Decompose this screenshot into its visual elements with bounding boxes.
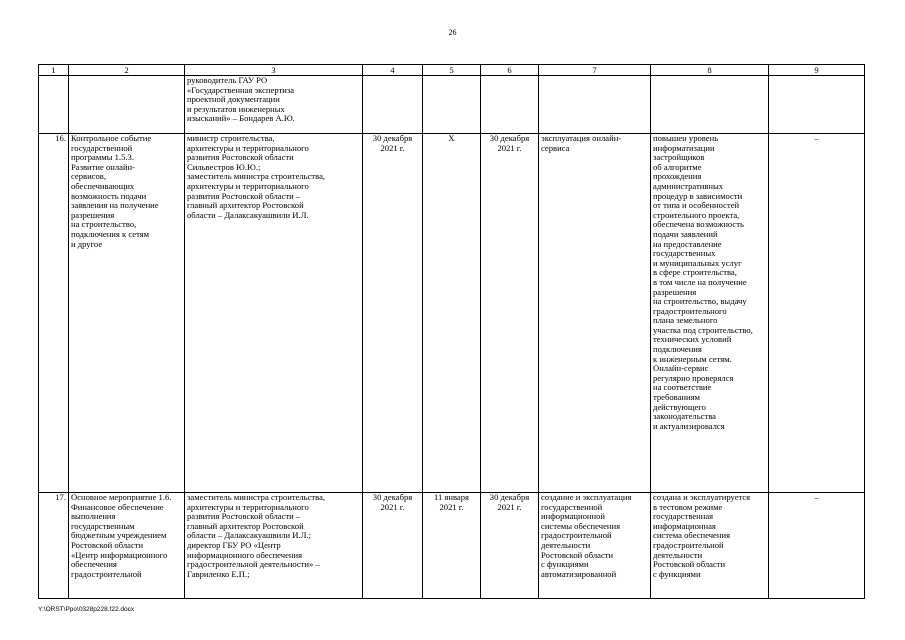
cell-end-date [481, 134, 539, 493]
cell-line: законодательства [653, 411, 716, 422]
cell-line: Основное мероприятие 1.6. [71, 492, 172, 502]
cell-line: эксплуатация онлайн- [541, 133, 622, 143]
cell-line: 30 декабря [372, 133, 413, 143]
cell-line: Сильвестров Ю.Ю.; [187, 161, 261, 172]
cell-line: сервиса [541, 142, 570, 153]
cell-planned-result [539, 493, 651, 599]
cell-line: деятельности [653, 549, 703, 560]
cell-line: на строительство, [71, 219, 137, 230]
column-header: 4 [363, 65, 423, 76]
cell-start-date [423, 134, 481, 493]
cell-line: развития Ростовской области – [187, 190, 301, 201]
cell-responsible [185, 493, 363, 599]
cell-line: действующего [653, 401, 706, 412]
column-header: 1 [39, 65, 69, 76]
cell-line: программы 1.5.3. [71, 152, 134, 163]
cell-col5 [423, 76, 481, 134]
cell-col6 [481, 76, 539, 134]
cell-responsible [185, 134, 363, 493]
cell-end-date [481, 493, 539, 599]
cell-line: архитектуры и территориального [187, 501, 309, 512]
cell-line: и результатов инженерных [187, 103, 285, 114]
cell-actual-result [651, 493, 769, 599]
column-header: 5 [423, 65, 481, 76]
cell-line: директор ГБУ РО «Центр [187, 539, 281, 550]
table-row-continued [39, 76, 865, 134]
column-header: 8 [651, 65, 769, 76]
cell-line: в тестовом режиме [653, 501, 723, 512]
cell-line: Х [448, 133, 455, 143]
cell-line: Контрольное событие [71, 133, 152, 143]
cell-line: – [814, 492, 819, 502]
cell-line: развития Ростовской области [187, 152, 294, 163]
cell-line: области – Далаксакуашвили И.Л.; [187, 530, 311, 541]
file-path-footer: Y:\ORST\Ppo\0328p228.f22.docx [38, 606, 135, 613]
cell-line: области – Далаксакуашвили И.Л. [187, 209, 309, 220]
cell-col4 [363, 76, 423, 134]
cell-line: от типа и особенностей [653, 200, 740, 211]
cell-line: Гавриленко Е.П.; [187, 568, 250, 579]
cell-line: регулярно проверялся [653, 372, 734, 383]
cell-line: и другое [71, 238, 103, 249]
cell-line: Ростовской области [541, 549, 614, 560]
cell-plan-date [363, 493, 423, 599]
cell-line: с функциями [653, 568, 701, 579]
cell-line: министр строительства, [187, 133, 275, 143]
column-header: 2 [69, 65, 185, 76]
cell-line: информационная [653, 520, 716, 531]
cell-num: 16. [39, 134, 69, 493]
cell-line: государственным [71, 520, 135, 531]
column-header: 9 [769, 65, 865, 76]
cell-line: 2021 г. [380, 501, 405, 512]
cell-line: создание и эксплуатация [541, 492, 632, 502]
cell-line: разрешения [71, 209, 115, 220]
cell-plan-date [363, 134, 423, 493]
cell-actual-result [651, 134, 769, 493]
cell-col8 [651, 76, 769, 134]
cell-line: 11 января [434, 492, 469, 502]
cell-event [69, 134, 185, 493]
cell-line: деятельности [541, 539, 591, 550]
cell-line: градостроительной [541, 530, 612, 541]
cell-line: государственных [653, 248, 716, 259]
cell-line: градостроительной деятельности» – [187, 559, 320, 570]
cell-start-date [423, 493, 481, 599]
cell-line: проектной документации [187, 94, 280, 105]
column-header: 7 [539, 65, 651, 76]
column-header: 3 [185, 65, 363, 76]
cell-line: создана и эксплуатируется [653, 492, 751, 502]
cell-line: система обеспечения [653, 530, 731, 541]
cell-line: участка под строительство, [653, 324, 753, 335]
cell-line: обеспечена возможность [653, 219, 744, 230]
cell-line: заместитель министра строительства, [187, 171, 326, 182]
cell-col7 [539, 76, 651, 134]
cell-line: в том числе на получение [653, 276, 747, 287]
cell-num [39, 76, 69, 134]
cell-line: обеспечения [71, 559, 117, 570]
column-number-row [39, 65, 865, 76]
cell-line: Онлайн-сервис [653, 363, 709, 374]
cell-responsible [185, 76, 363, 134]
cell-line: подключения [653, 344, 702, 355]
cell-notes [769, 134, 865, 493]
report-table [38, 64, 865, 599]
cell-line: 30 декабря [489, 492, 530, 502]
cell-planned-result [539, 134, 651, 493]
cell-line: на строительство, выдачу [653, 296, 747, 307]
cell-line: подключения к сетям [71, 228, 150, 239]
cell-line: плана земельного [653, 315, 718, 326]
cell-line: 2021 г. [497, 142, 522, 153]
cell-line: административных [653, 180, 724, 191]
cell-line: 30 декабря [489, 133, 530, 143]
cell-line: развития Ростовской области – [187, 511, 301, 522]
cell-col2 [69, 76, 185, 134]
cell-line: Развитие онлайн- [71, 161, 136, 172]
cell-line: архитектуры и территориального [187, 180, 309, 191]
cell-line: бюджетным учреждением [71, 530, 167, 541]
cell-line: государственной [71, 142, 133, 153]
cell-event [69, 493, 185, 599]
cell-line: «Государственная экспертиза [187, 84, 295, 95]
cell-line: разрешения [653, 286, 697, 297]
column-header: 6 [481, 65, 539, 76]
cell-line: требованиям [653, 392, 700, 403]
cell-line: технических условий [653, 334, 732, 345]
cell-line: заместитель министра строительства, [187, 492, 326, 502]
cell-line: выполнения [71, 511, 116, 522]
cell-line: 2021 г. [380, 142, 405, 153]
cell-line: архитектуры и территориального [187, 142, 309, 153]
cell-line: государственная [653, 511, 714, 522]
cell-line: градостроительной [71, 568, 142, 579]
cell-line: процедур в зависимости [653, 190, 743, 201]
cell-line: 30 декабря [372, 492, 413, 502]
cell-line: информационного обеспечения [187, 549, 303, 560]
cell-line: 2021 г. [497, 501, 522, 512]
cell-line: сервисов, [71, 171, 107, 182]
cell-line: об алгоритме [653, 161, 702, 172]
cell-line: заявления на получение [71, 200, 159, 211]
cell-line: к инженерным сетям. [653, 353, 732, 364]
cell-line: системы обеспечения [541, 520, 621, 531]
cell-line: Финансовое обеспечение [71, 501, 164, 512]
cell-line: строительного проекта, [653, 209, 740, 220]
cell-col9 [769, 76, 865, 134]
cell-line: «Центр информационного [71, 549, 168, 560]
cell-line: повышен уровень [653, 133, 719, 143]
cell-line: изысканий» – Бондарев А.Ю. [187, 113, 295, 124]
cell-line: 2021 г. [439, 501, 464, 512]
cell-line: подачи заявлений [653, 228, 718, 239]
cell-line: информационной [541, 511, 606, 522]
cell-notes [769, 493, 865, 599]
cell-line: градостроительного [653, 305, 727, 316]
table-row-17 [39, 493, 865, 599]
cell-line: – [814, 133, 819, 143]
cell-line: и муниципальных услуг [653, 257, 742, 268]
cell-line: обеспечивающих [71, 180, 135, 191]
cell-line: на предоставление [653, 238, 722, 249]
cell-line: информатизации [653, 142, 715, 153]
table-row-16 [39, 134, 865, 493]
cell-line: застройщиков [653, 152, 705, 163]
cell-line: главный архитектор Ростовской [187, 200, 304, 211]
cell-line: на соответствие [653, 382, 712, 393]
cell-line: Ростовской области [653, 559, 726, 570]
cell-line: прохождения [653, 171, 702, 182]
cell-line: в сфере строительства, [653, 267, 737, 278]
cell-num: 17. [39, 493, 69, 599]
cell-line: с функциями [541, 559, 589, 570]
cell-line: возможность подачи [71, 190, 147, 201]
page-number: 26 [448, 28, 457, 37]
cell-line: главный архитектор Ростовской [187, 520, 304, 531]
cell-line: Ростовской области [71, 539, 144, 550]
cell-line: руководитель ГАУ РО [187, 75, 268, 85]
cell-line: и актуализировался [653, 420, 725, 431]
cell-line: градостроительной [653, 539, 724, 550]
cell-line: автоматизированной [541, 568, 617, 579]
cell-line: государственной [541, 501, 603, 512]
